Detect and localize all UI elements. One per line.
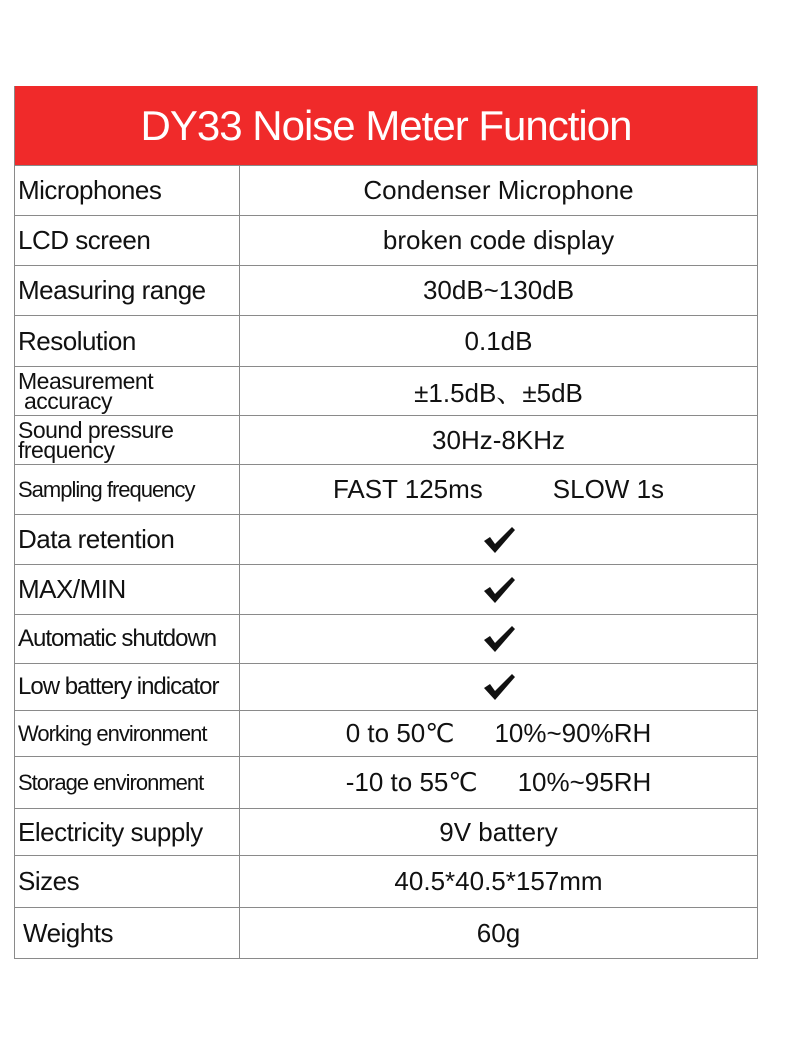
table-row — [15, 565, 757, 615]
table-row — [15, 216, 757, 266]
table-row — [15, 856, 757, 908]
row-label-line1: Sound pressure — [18, 417, 174, 443]
row-label-line2: frequency — [18, 437, 115, 463]
row-label-line2: accuracy — [24, 388, 113, 414]
row-value — [240, 664, 757, 710]
table-row — [15, 515, 757, 565]
row-value: ±1.5dB、±5dB — [414, 377, 583, 408]
table-title: DY33 Noise Meter Function — [15, 86, 757, 166]
row-value — [240, 711, 757, 756]
humidity-range: 10%~95RH — [517, 767, 652, 797]
table-row — [15, 416, 757, 465]
row-value — [240, 565, 757, 614]
row-label: Resolution — [15, 316, 240, 366]
row-label: Automatic shutdown — [15, 615, 240, 663]
row-label-line1: Measurement — [18, 368, 154, 394]
row-value: Condenser Microphone — [363, 175, 634, 205]
row-label: Storage environment — [15, 757, 240, 808]
table-row — [15, 367, 757, 416]
row-label — [15, 416, 240, 464]
row-value — [240, 757, 757, 808]
table-row — [15, 664, 757, 711]
row-label: Working environment — [15, 711, 240, 756]
checkmark-icon — [482, 575, 516, 605]
row-value — [240, 515, 757, 564]
table-row — [15, 316, 757, 367]
row-value: 30Hz-8KHz — [432, 424, 565, 455]
temperature-range: -10 to 55℃ — [345, 767, 478, 797]
row-value: broken code display — [382, 225, 615, 255]
row-label: Weights — [15, 908, 240, 958]
row-value: 60g — [476, 917, 521, 948]
table-row — [15, 757, 757, 809]
checkmark-icon — [482, 624, 516, 654]
table-row — [15, 166, 757, 216]
row-value — [240, 465, 757, 514]
checkmark-icon — [482, 672, 516, 702]
temperature-range: 0 to 50℃ — [345, 718, 455, 748]
row-label: Measuring range — [15, 266, 240, 315]
row-value: 0.1dB — [464, 325, 533, 356]
row-label — [15, 367, 240, 415]
row-label: Electricity supply — [15, 809, 240, 855]
table-row — [15, 908, 757, 958]
table-row — [15, 266, 757, 316]
checkmark-icon — [482, 525, 516, 555]
row-label: LCD screen — [15, 216, 240, 265]
row-label: Sizes — [15, 856, 240, 907]
row-label: Microphones — [15, 166, 240, 215]
slow-value: SLOW 1s — [552, 474, 665, 504]
row-label: Sampling frequency — [15, 465, 240, 514]
table-row — [15, 465, 757, 515]
table-row — [15, 711, 757, 757]
row-label: MAX/MIN — [15, 565, 240, 614]
spec-table — [14, 86, 758, 959]
row-value: 40.5*40.5*157mm — [394, 866, 603, 896]
row-value — [240, 615, 757, 663]
fast-value: FAST 125ms — [332, 474, 483, 504]
row-value: 9V battery — [439, 816, 558, 847]
humidity-range: 10%~90%RH — [494, 718, 652, 748]
row-label: Low battery indicator — [15, 664, 240, 710]
row-value: 30dB~130dB — [422, 275, 575, 305]
table-row — [15, 615, 757, 664]
table-row — [15, 809, 757, 856]
row-label: Data retention — [15, 515, 240, 564]
